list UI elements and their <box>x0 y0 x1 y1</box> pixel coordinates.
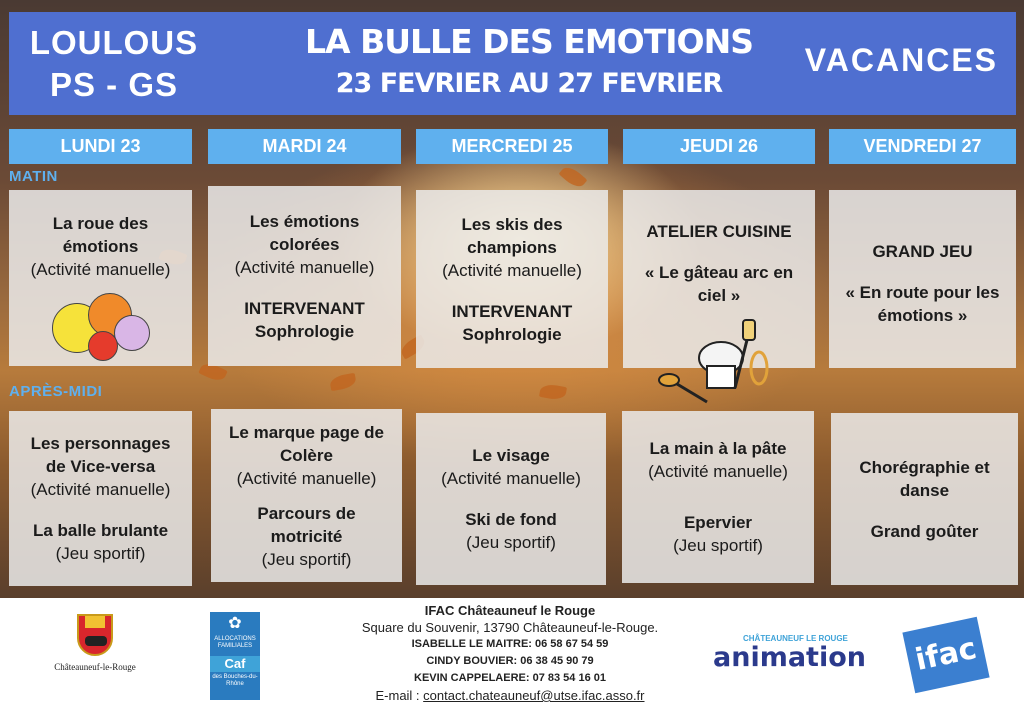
activity-type: (Jeu sportif) <box>673 536 763 555</box>
activity-card <box>829 190 1016 368</box>
leaf-decoration <box>559 163 588 190</box>
town-logo <box>50 614 140 684</box>
org-name: IFAC Châteauneuf le Rouge <box>424 603 596 618</box>
activity-title: Sophrologie <box>254 321 355 341</box>
activity-card <box>831 413 1018 585</box>
group-label <box>9 22 219 106</box>
activity-title: INTERVENANT <box>451 301 573 321</box>
activity-title: Sophrologie <box>462 324 562 344</box>
day-header-monday: LUNDI 23 <box>9 129 192 164</box>
activity-title: Epervier <box>683 513 753 532</box>
section-label-afternoon: APRÈS-MIDI <box>9 383 103 400</box>
emotion-faces-illustration <box>52 293 152 361</box>
activity-type: (Jeu sportif) <box>261 549 352 569</box>
footer <box>0 598 1024 709</box>
activity-title: La main à la pâte <box>649 439 787 458</box>
activity-title: de Vice-versa <box>45 457 156 476</box>
activity-title: Les émotions <box>249 211 360 231</box>
activity-title: INTERVENANT <box>244 298 365 318</box>
org-address: Square du Souvenir, 13790 Châteauneuf-le-Rouge. <box>361 620 659 635</box>
activity-type: (Activité manuelle) <box>442 260 582 280</box>
page-title: LA BULLE DES EMOTIONS <box>305 22 753 61</box>
day-header-wednesday: MERCREDI 25 <box>416 129 608 164</box>
activity-title: Les skis des <box>461 214 563 234</box>
activity-card <box>208 186 401 366</box>
contact-block <box>330 602 690 704</box>
activity-title: La roue des <box>52 214 149 233</box>
activity-title: Chorégraphie et <box>859 457 990 477</box>
sad-face-icon <box>114 315 150 351</box>
day-header-thursday: JEUDI 26 <box>623 129 815 164</box>
leaf-decoration <box>539 383 567 401</box>
activity-title: Le visage <box>472 446 550 465</box>
activity-type: (Activité manuelle) <box>30 480 171 499</box>
activity-type: (Jeu sportif) <box>55 544 146 563</box>
activity-title: GRAND JEU <box>872 242 973 261</box>
caf-logo <box>210 612 260 700</box>
furious-face-icon <box>88 331 118 361</box>
ifac-logo: ifac <box>902 617 989 693</box>
activity-type: (Jeu sportif) <box>466 533 556 552</box>
activity-title: émotions <box>62 237 139 256</box>
group-name: LOULOUS <box>29 24 199 61</box>
activity-type: (Activité manuelle) <box>234 257 375 277</box>
crest-icon <box>77 614 113 656</box>
activity-title: Parcours de <box>257 503 356 523</box>
caf-logo-top-text: ALLOCATIONS FAMILIALES <box>214 636 256 649</box>
contact-line: KEVIN CAPPELAERE: 07 83 54 16 01 <box>414 672 606 684</box>
activity-title: Le marque page de <box>229 422 384 442</box>
activity-title: motricité <box>270 526 343 546</box>
email-link[interactable]: contact.chateauneuf@utse.ifac.asso.fr <box>423 688 645 703</box>
activity-card <box>416 413 606 585</box>
caf-logo-text: Caf <box>210 656 260 672</box>
activity-title: Les personnages <box>30 434 171 453</box>
activity-title: ATELIER CUISINE <box>646 222 792 241</box>
activity-title: Ski de fond <box>465 510 557 529</box>
email-label: E-mail : <box>375 688 420 703</box>
section-label-morning: MATIN <box>9 168 58 185</box>
day-header-friday: VENDREDI 27 <box>829 129 1016 164</box>
activity-title: danse <box>899 480 950 500</box>
activity-type: (Activité manuelle) <box>30 260 171 279</box>
activity-title: La balle brulante <box>32 521 169 540</box>
contact-line: CINDY BOUVIER: 06 38 45 90 79 <box>426 655 594 667</box>
date-range: 23 FEVRIER AU 27 FEVRIER <box>335 68 723 99</box>
activity-title: Colère <box>280 445 333 465</box>
activity-title: « Le gâteau arc en <box>644 263 794 282</box>
activity-type: (Activité manuelle) <box>648 462 788 481</box>
animation-logo <box>713 634 873 684</box>
family-tree-icon: ✿ <box>228 615 242 632</box>
caf-logo-sub-text: des Bouches-du-Rhône <box>212 674 258 687</box>
town-logo-text: Châteauneuf-le-Rouge <box>54 662 136 672</box>
leaf-decoration <box>329 373 357 391</box>
animation-logo-top-text: CHÂTEAUNEUF LE ROUGE <box>743 634 848 643</box>
activity-title: champions <box>467 237 557 257</box>
activity-title: Grand goûter <box>870 521 979 541</box>
activity-title: ciel » <box>697 286 741 305</box>
activity-card <box>416 190 608 368</box>
activity-type: (Activité manuelle) <box>236 468 377 488</box>
period-label: VACANCES <box>804 42 998 78</box>
activity-title: « En route pour les <box>845 283 1000 302</box>
group-levels: PS - GS <box>49 66 179 103</box>
activity-card <box>211 409 402 582</box>
activity-card <box>622 411 814 583</box>
contact-line: ISABELLE LE MAITRE: 06 58 67 54 59 <box>411 638 609 650</box>
wooden-spoon-icon <box>659 374 679 386</box>
cooking-utensils-illustration <box>655 318 775 408</box>
day-header-tuesday: MARDI 24 <box>208 129 401 164</box>
animation-logo-text: animation <box>713 642 866 673</box>
activity-type: (Activité manuelle) <box>441 469 581 488</box>
activity-title: colorées <box>269 234 340 254</box>
activity-title: émotions » <box>877 306 968 325</box>
title-block <box>259 20 799 104</box>
header-banner <box>9 12 1016 115</box>
activity-card <box>9 411 192 586</box>
whisk-icon <box>751 352 767 384</box>
email-line <box>330 687 690 704</box>
